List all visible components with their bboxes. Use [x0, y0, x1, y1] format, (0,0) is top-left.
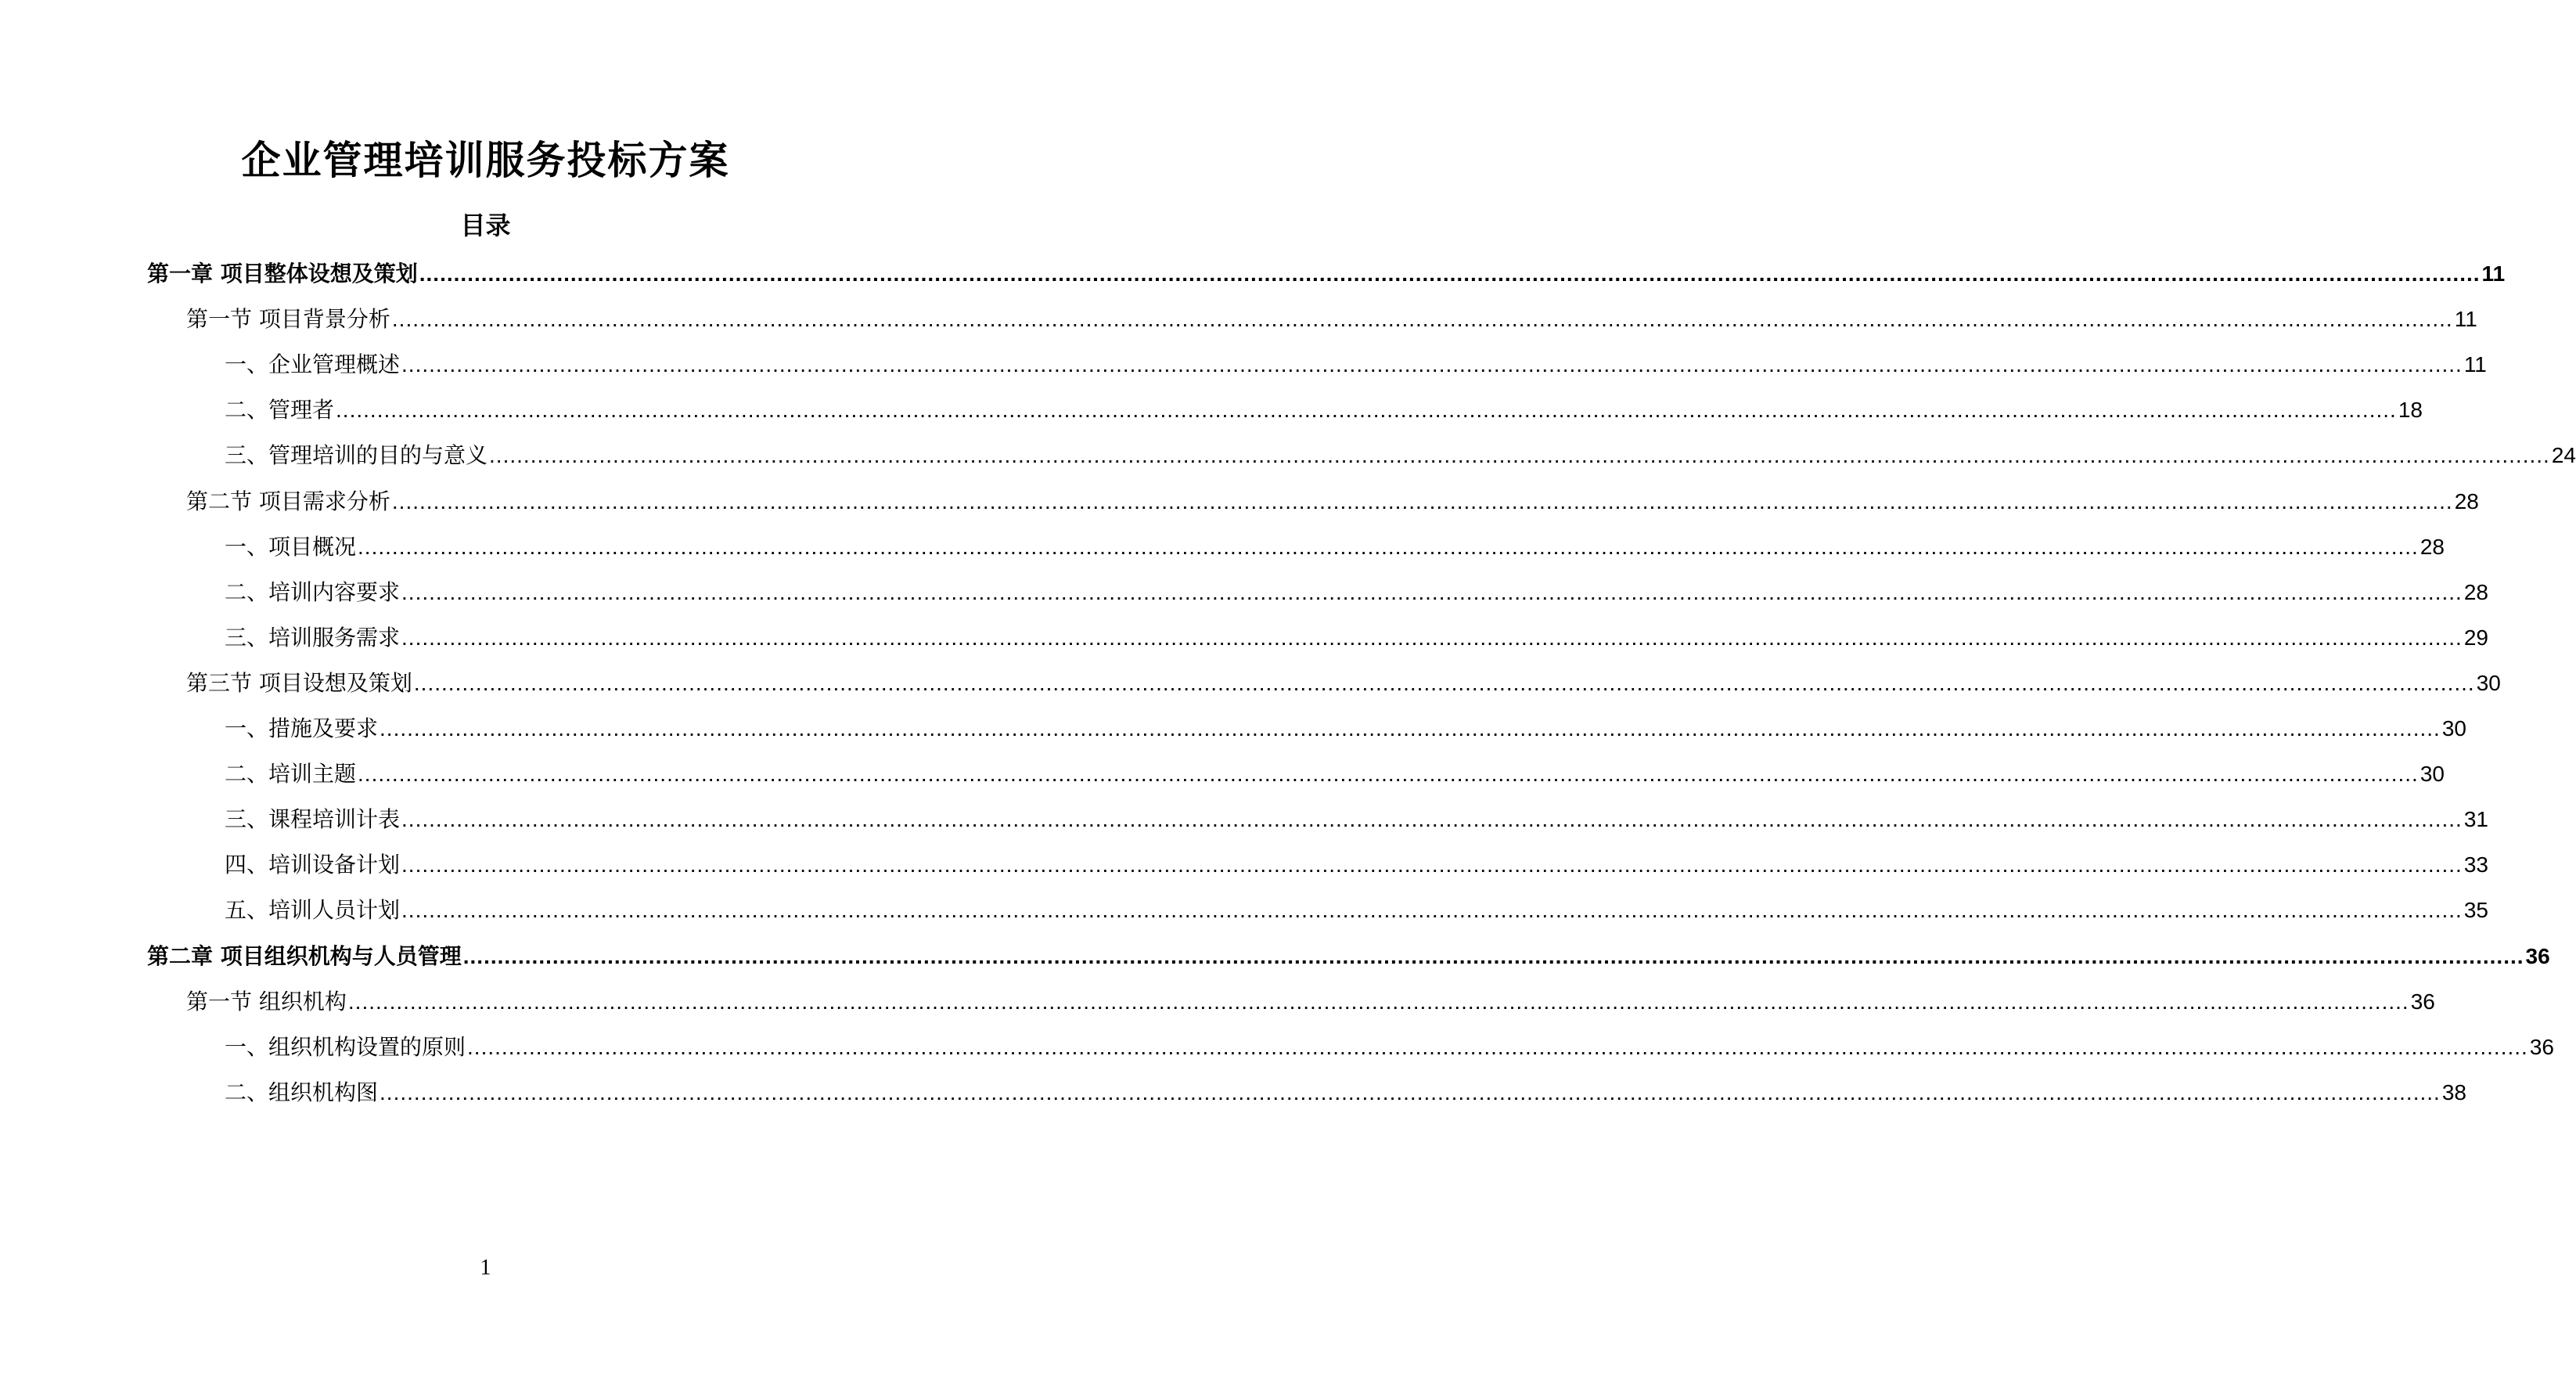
toc-dot-leader: ............................................................................................................................................................................................................................................................................................................: [336, 398, 2397, 423]
toc-dot-leader: ............................................................................................................................................................................................................................................................................................................: [380, 1079, 2441, 1105]
toc-entry-page: 36: [2525, 943, 2550, 968]
toc-entry-label: 二、培训内容要求: [225, 578, 401, 605]
toc-entry[interactable]: [225, 574, 2488, 608]
toc-entry-label: 第二节 项目需求分析: [186, 488, 390, 514]
toc-entry-label: 二、管理者: [225, 397, 335, 423]
toc-entry[interactable]: [225, 710, 2466, 744]
toc-entry-label: 二、培训主题: [225, 761, 357, 787]
toc-entry-page: 30: [2476, 670, 2501, 695]
toc-entry-label: 一、企业管理概述: [225, 351, 401, 378]
toc-entry-page: 29: [2463, 625, 2488, 650]
toc-entry[interactable]: [225, 755, 2445, 790]
toc-entry-label: 一、组织机构设置的原则: [225, 1033, 466, 1060]
toc-entry[interactable]: [186, 483, 2479, 517]
toc-entry-page: 30: [2441, 716, 2466, 741]
toc-entry-label: 一、项目概况: [225, 533, 357, 560]
toc-dot-leader: ............................................................................................................................................................................................................................................................................................................: [467, 1034, 2528, 1059]
toc-dot-leader: ............................................................................................................................................................................................................................................................................................................: [358, 762, 2419, 787]
toc-dot-leader: ............................................................................................................................................................................................................................................................................................................: [419, 261, 2481, 286]
toc-entry-label: 第一节 组织机构: [186, 988, 347, 1014]
toc-entry-page: 31: [2463, 807, 2488, 832]
toc-dot-leader: ............................................................................................................................................................................................................................................................................................................: [401, 807, 2463, 832]
toc-entry-page: 36: [2529, 1034, 2554, 1059]
toc-entry[interactable]: [225, 437, 2576, 471]
toc-entry-page: 33: [2463, 852, 2488, 877]
toc-entry-label: 一、措施及要求: [225, 715, 379, 741]
toc-dot-leader: ............................................................................................................................................................................................................................................................................................................: [413, 670, 2475, 695]
toc-entry-label: 三、培训服务需求: [225, 624, 401, 650]
toc-entry-page: 36: [2410, 989, 2435, 1014]
toc-dot-leader: ............................................................................................................................................................................................................................................................................................................: [401, 352, 2463, 377]
toc-entry-label: 三、课程培训计表: [225, 806, 401, 833]
toc-entry-page: 11: [2481, 261, 2506, 286]
toc-entry[interactable]: [186, 301, 2477, 335]
toc-entry-label: 第二章 项目组织机构与人员管理: [147, 942, 462, 969]
toc-entry[interactable]: [225, 391, 2423, 426]
toc-entry-label: 第一章 项目整体设想及策划: [147, 261, 418, 286]
toc-entry[interactable]: [225, 346, 2487, 380]
toc-dot-leader: ............................................................................................................................................................................................................................................................................................................: [401, 579, 2463, 604]
toc-entry-page: 30: [2419, 762, 2445, 787]
toc-entry[interactable]: [186, 665, 2501, 699]
document-title: 企业管理培训服务投标方案: [241, 138, 730, 183]
toc-entry[interactable]: [225, 846, 2488, 881]
toc-entry-page: 18: [2398, 398, 2423, 423]
toc-dot-leader: ............................................................................................................................................................................................................................................................................................................: [380, 716, 2441, 741]
toc-entry[interactable]: [225, 801, 2488, 835]
toc-entry[interactable]: [225, 619, 2488, 654]
toc-entry[interactable]: [225, 528, 2445, 563]
toc-entry-page: 24: [2551, 443, 2576, 468]
toc-entry-page: 38: [2441, 1079, 2466, 1105]
toc-dot-leader: ............................................................................................................................................................................................................................................................................................................: [489, 443, 2550, 468]
toc-entry[interactable]: [147, 938, 2550, 972]
toc-entry-label: 第三节 项目设想及策划: [186, 669, 412, 696]
toc-dot-leader: ............................................................................................................................................................................................................................................................................................................: [347, 989, 2409, 1014]
toc-dot-leader: ............................................................................................................................................................................................................................................................................................................: [401, 898, 2463, 923]
toc-dot-leader: ............................................................................................................................................................................................................................................................................................................: [358, 534, 2419, 559]
toc-entry-page: 28: [2454, 488, 2479, 514]
toc-dot-leader: ............................................................................................................................................................................................................................................................................................................: [401, 625, 2463, 650]
toc-entry[interactable]: [147, 255, 2506, 290]
toc-dot-leader: ............................................................................................................................................................................................................................................................................................................: [391, 488, 2453, 514]
page-number: 1: [480, 1256, 491, 1280]
toc-entry-page: 11: [2463, 352, 2487, 377]
toc-dot-leader: ............................................................................................................................................................................................................................................................................................................: [462, 943, 2524, 968]
toc-dot-leader: ............................................................................................................................................................................................................................................................................................................: [391, 307, 2453, 332]
toc-entry[interactable]: [225, 1074, 2466, 1108]
toc-entry-label: 第一节 项目背景分析: [186, 306, 390, 333]
toc-entry-page: 11: [2454, 307, 2477, 332]
toc-entry-label: 二、组织机构图: [225, 1079, 379, 1105]
toc-entry-page: 28: [2463, 579, 2488, 604]
toc-entry[interactable]: [225, 892, 2488, 926]
toc-entry[interactable]: [225, 1029, 2554, 1063]
toc-entry-label: 四、培训设备计划: [225, 852, 401, 878]
toc-entry[interactable]: [186, 983, 2435, 1018]
toc-entry-label: 五、培训人员计划: [225, 897, 401, 924]
toc-entry-page: 35: [2463, 898, 2488, 923]
toc-entry-page: 28: [2419, 534, 2445, 559]
toc-entry-label: 三、管理培训的目的与意义: [225, 442, 488, 469]
toc-dot-leader: ............................................................................................................................................................................................................................................................................................................: [401, 852, 2463, 877]
toc-heading: 目录: [460, 211, 511, 240]
